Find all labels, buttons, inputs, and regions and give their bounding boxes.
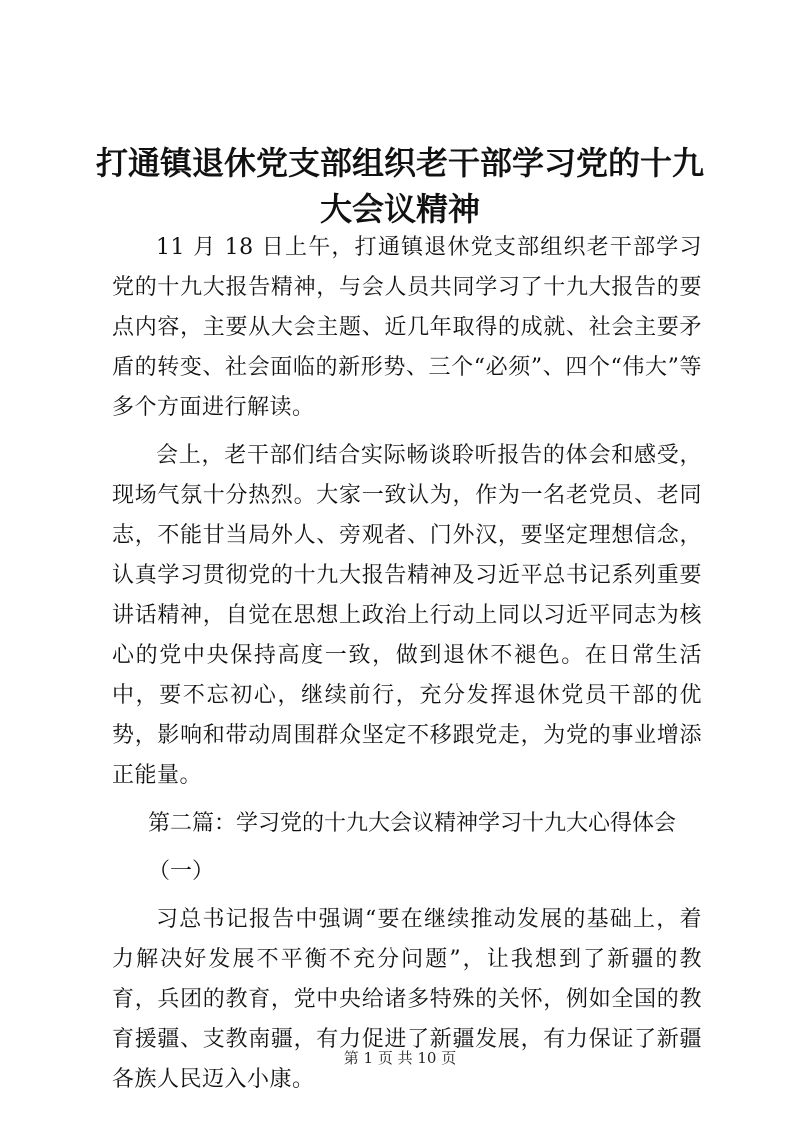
paragraph-gap [112, 844, 702, 852]
paragraph-gap [112, 428, 702, 436]
document-title: 打通镇退休党支部组织老干部学习党的十九大会议精神 [95, 144, 704, 228]
paragraph-gap [112, 796, 702, 804]
paragraph-gap [112, 892, 702, 900]
section-subheading: （一） [148, 859, 215, 884]
page-number-footer: 第 1 页 共 10 页 [343, 1049, 457, 1067]
paragraph-1: 11 月 18 日上午，打通镇退休党支部组织老干部学习党的十九大报告精神，与会人员共同学习了十九大报告的要点内容，主要从大会主题、近几年取得的成就、社会主要矛盾的转变、社会面临的新形势、三个“必须”、四个“伟大”等多个方面进行解读。 [112, 235, 702, 420]
document-body [112, 228, 702, 1100]
paragraph-3: 习总书记报告中强调“要在继续推动发展的基础上，着力解决好发展不平衡不充分问题”，让我想到了新疆的教育，兵团的教育，党中央给诸多特殊的关怀，例如全国的教育援疆、支教南疆，有力促进了新疆发展，有力保证了新疆各族人民迈入小康。 [112, 907, 702, 1092]
paragraph-2: 会上，老干部们结合实际畅谈聆听报告的体会和感受，现场气氛十分热烈。大家一致认为，作为一名老党员、老同志，不能甘当局外人、旁观者、门外汉，要坚定理想信念，认真学习贯彻党的十九大报告精神及习近平总书记系列重要讲话精神，自觉在思想上政治上行动上同以习近平同志为核心的党中央保持高度一致，做到退休不褪色。在日常生活中，要不忘初心，继续前行，充分发挥退休党员干部的优势，影响和带动周围群众坚定不移跟党走，为党的事业增添正能量。 [112, 443, 702, 788]
section-heading: 第二篇：学习党的十九大会议精神学习十九大心得体会 [148, 811, 677, 836]
